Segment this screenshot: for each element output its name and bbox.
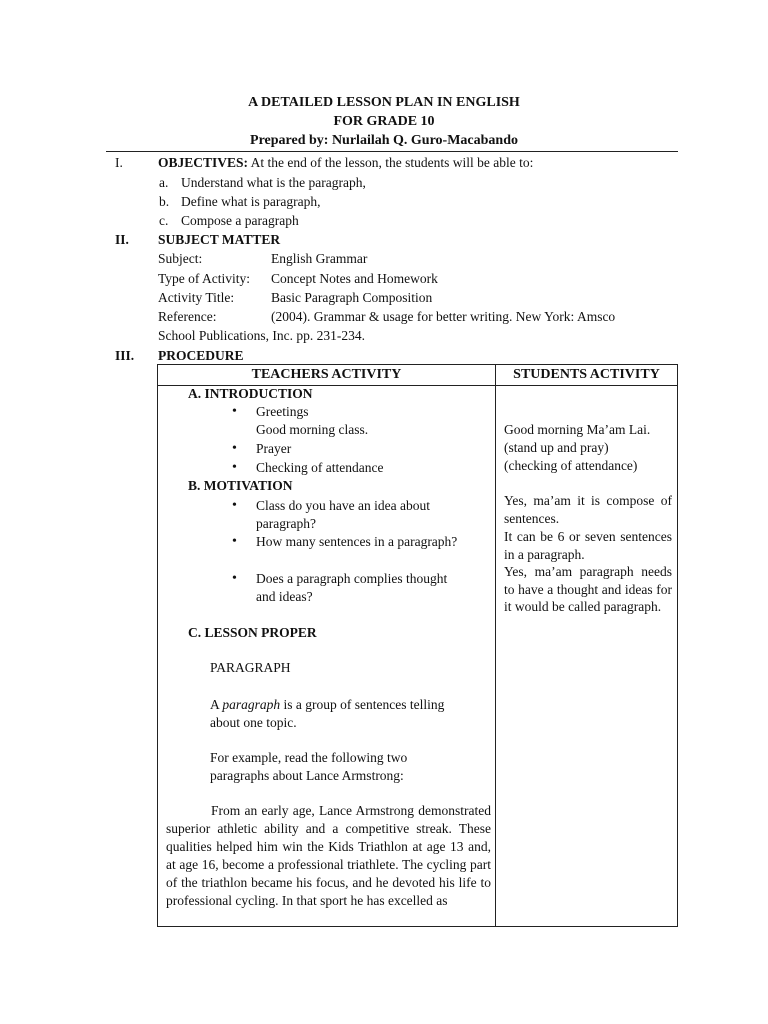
motivation-question-1b: paragraph? xyxy=(256,516,316,531)
motivation-question-2: How many sentences in a paragraph? xyxy=(256,534,458,549)
greeting-line: Good morning class. xyxy=(256,422,369,437)
example-intro-a: For example, read the following two xyxy=(210,750,408,765)
subject-matter-heading: SUBJECT MATTER xyxy=(158,232,281,247)
procedure-table xyxy=(157,364,678,927)
activity-title-value: Basic Paragraph Composition xyxy=(271,290,433,305)
reference-value: (2004). Grammar & usage for better writing. New York: Amsco xyxy=(271,309,616,324)
students-activity-header: STUDENTS ACTIVITY xyxy=(513,367,660,382)
bullet-greetings: Greetings xyxy=(256,404,309,419)
lesson-topic: PARAGRAPH xyxy=(210,660,291,675)
student-response-thought: Yes, ma’am paragraph needs to have a thought and ideas for it would be called paragraph. xyxy=(504,564,672,615)
bullet-icon: • xyxy=(232,460,237,475)
teachers-activity-header: TEACHERS ACTIVITY xyxy=(251,367,402,382)
introduction-heading: A. INTRODUCTION xyxy=(188,386,313,401)
motivation-question-1a: Class do you have an idea about xyxy=(256,498,430,513)
reference-continued: School Publications, Inc. pp. 231-234. xyxy=(158,328,365,343)
objectives-line xyxy=(158,154,533,172)
subject-label: Subject: xyxy=(158,251,203,266)
bullet-icon: • xyxy=(232,404,237,419)
paragraph-definition xyxy=(210,696,444,714)
motivation-heading: B. MOTIVATION xyxy=(188,478,293,493)
definition-term: paragraph xyxy=(222,697,281,712)
bullet-icon: • xyxy=(232,441,237,456)
subject-value: English Grammar xyxy=(271,251,368,266)
bullet-attendance: Checking of attendance xyxy=(256,460,384,475)
header-divider xyxy=(106,151,678,152)
student-response-greeting: Good morning Ma’am Lai. xyxy=(504,422,651,437)
activity-type-label: Type of Activity: xyxy=(158,271,251,286)
table-column-divider xyxy=(495,365,496,926)
student-response-idea: Yes, ma’am it is compose of sentences. xyxy=(504,493,672,526)
student-response-count: It can be 6 or seven sentences in a paragraph. xyxy=(504,529,672,562)
objective-marker-a: a. xyxy=(159,175,169,190)
bullet-icon: • xyxy=(232,571,237,586)
objective-item-b: Define what is paragraph, xyxy=(181,194,321,209)
bullet-icon: • xyxy=(232,534,237,549)
lesson-proper-heading: C. LESSON PROPER xyxy=(188,625,317,640)
document-subtitle: FOR GRADE 10 xyxy=(333,114,435,129)
activity-title-label: Activity Title: xyxy=(158,290,235,305)
activity-type-value: Concept Notes and Homework xyxy=(271,271,438,286)
definition-rest: is a group of sentences telling xyxy=(280,697,445,712)
motivation-question-3b: and ideas? xyxy=(256,589,313,604)
motivation-question-3a: Does a paragraph complies thought xyxy=(256,571,448,586)
example-intro-b: paragraphs about Lance Armstrong: xyxy=(210,768,404,783)
procedure-numeral: III. xyxy=(115,348,135,363)
document-title: A DETAILED LESSON PLAN IN ENGLISH xyxy=(248,95,520,110)
objectives-numeral: I. xyxy=(115,155,123,170)
objective-item-c: Compose a paragraph xyxy=(181,213,299,228)
armstrong-passage: From an early age, Lance Armstrong demonstrated superior athletic ability and a competitive streak. These qualities helped him win the Kids Triathlon at age 13 and, at age 16, become a professional triathlete. The cycling part of the triathlon became his focus, and he devoted his life to professional cycling. In that sport he has excelled as xyxy=(166,803,491,908)
student-response-attendance: (checking of attendance) xyxy=(504,458,638,473)
document-author: Prepared by: Nurlailah Q. Guro-Macabando xyxy=(250,133,518,148)
objective-marker-b: b. xyxy=(159,194,170,209)
definition-prefix: A xyxy=(210,697,223,712)
objectives-heading: OBJECTIVES: xyxy=(158,155,249,170)
bullet-prayer: Prayer xyxy=(256,441,292,456)
subject-matter-numeral: II. xyxy=(115,232,129,247)
bullet-icon: • xyxy=(232,498,237,513)
paragraph-definition-cont: about one topic. xyxy=(210,715,297,730)
procedure-heading: PROCEDURE xyxy=(158,348,244,363)
objective-item-a: Understand what is the paragraph, xyxy=(181,175,366,190)
objectives-intro: At the end of the lesson, the students will be able to: xyxy=(250,155,534,170)
reference-label: Reference: xyxy=(158,309,217,324)
objective-marker-c: c. xyxy=(159,213,169,228)
student-response-prayer: (stand up and pray) xyxy=(504,440,609,455)
